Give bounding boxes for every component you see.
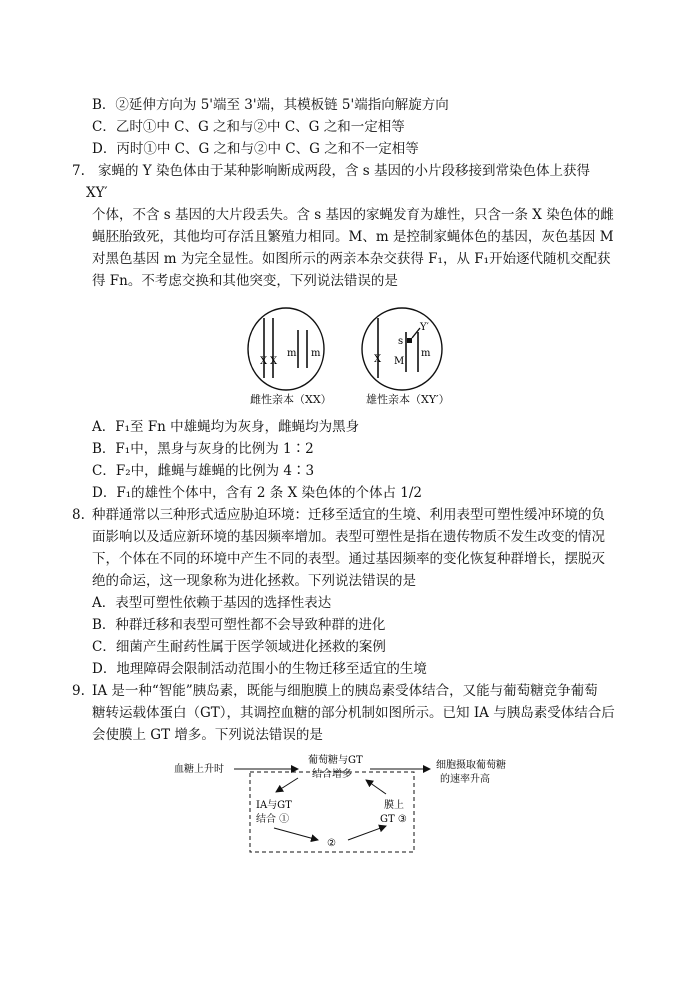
q8-stem-line: 种群通常以三种形式适应胁迫环境：迁移至适宜的生境、利用表型可塑性缓冲环境的负 <box>92 507 605 523</box>
female-label-x1: X <box>260 356 268 367</box>
q7-stem-line: 对黑色基因 m 为完全显性。如图所示的两亲本杂交获得 F₁，从 F₁开始逐代随机交配获 <box>92 251 611 267</box>
q9-node2: ② <box>327 838 336 849</box>
female-caption: 雌性亲本（XX） <box>250 393 332 406</box>
q9-stem-line: IA 是一种“智能”胰岛素，既能与细胞膜上的胰岛素受体结合，又能与葡萄糖竞争葡萄 <box>92 683 598 699</box>
male-label-x: X <box>374 354 382 365</box>
q7-option-c: C．F₂中，雌蝇与雄蝇的比例为 4∶3 <box>92 463 315 479</box>
q8-stem-line: 面影响以及适应新环境的基因频率增加。表型可塑性是指在遗传物质不发生改变的情况 <box>92 529 605 545</box>
male-label-s: s <box>398 336 404 347</box>
q8-option-a: A．表型可塑性依赖于基因的选择性表达 <box>92 595 332 611</box>
q7-stem-line: 个体，不含 s 基因的大片段丢失。含 s 基因的家蝇发育为雄性，只含一条 X 染色体的雌 <box>92 207 614 223</box>
female-label-m1: m <box>287 348 297 359</box>
male-label-big-m: M <box>394 356 405 367</box>
q7-option-b: B．F₁中，黑身与灰身的比例为 1∶2 <box>92 441 314 457</box>
q9-node3-line2: GT ③ <box>380 814 407 825</box>
q6-option-b: B．②延伸方向为 5'端至 3'端，其模板链 5'端指向解旋方向 <box>92 97 449 113</box>
q8-stem-line: 下，个体在不同的环境中产生不同的表型。通过基因频率的变化恢复种群增长，摆脱灭 <box>92 551 605 567</box>
q8-option-d: D．地理障碍会限制活动范围小的生物迁移至适宜的生境 <box>92 661 427 677</box>
q9-node1-line2: 结合 ① <box>256 814 290 825</box>
q7-option-d: D．F₁的雄性个体中，含有 2 条 X 染色体的个体占 1/2 <box>92 485 422 501</box>
q9-top-label-2: 结合增多 <box>312 769 352 780</box>
q9-number: 9. <box>72 683 85 699</box>
male-caption: 雄性亲本（XY′） <box>366 393 450 406</box>
q9-stem-line: 会使膜上 GT 增多。下列说法错误的是 <box>92 727 323 743</box>
q7-number: 7. <box>72 163 85 179</box>
arrow-to-node1 <box>276 778 298 792</box>
q6-option-d: D．丙时①中 C、G 之和与②中 C、G 之和不一定相等 <box>92 141 419 157</box>
q9-right-label-1: 细胞摄取葡萄糖 <box>436 760 506 771</box>
female-label-m2: m <box>311 348 321 359</box>
q9-mechanism-figure <box>170 752 510 856</box>
q8-stem-line: 绝的命运，这一现象称为进化拯救。下列说法错误的是 <box>92 573 416 589</box>
q6-option-c: C．乙时①中 C、G 之和与②中 C、G 之和一定相等 <box>92 119 405 135</box>
q8-number: 8. <box>72 507 85 523</box>
q9-node3-line1: 膜上 <box>384 800 404 811</box>
male-label-y-prime: Y′ <box>420 322 429 333</box>
q7-stem-line: XY′ <box>86 185 108 201</box>
q9-right-label-2: 的速率升高 <box>440 774 490 785</box>
q9-stem-line: 糖转运载体蛋白（GT），其调控血糖的部分机制如图所示。已知 IA 与胰岛素受体结合后 <box>92 705 615 721</box>
q8-option-b: B．种群迁移和表型可塑性都不会导致种群的进化 <box>92 617 386 633</box>
arrow-back-to-binding <box>366 780 386 794</box>
q7-stem-line: 蝇胚胎致死，其他均可存活且繁殖力相同。M、m 是控制家蝇体色的基因，灰色基因 M <box>92 229 614 245</box>
q9-top-label-1: 葡萄糖与GT <box>308 755 363 766</box>
q7-stem-line: 得 Fn。不考虑交换和其他突变，下列说法错误的是 <box>92 273 398 289</box>
arrow-to-node2 <box>274 828 318 840</box>
q7-option-a: A．F₁至 Fn 中雄蝇均为灰身，雌蝇均为黑身 <box>92 419 360 435</box>
female-label-x2: X <box>270 356 278 367</box>
male-label-m: m <box>421 348 431 359</box>
arrow-to-node3 <box>348 826 386 840</box>
q8-option-c: C．细菌产生耐药性属于医学领域进化拯救的案例 <box>92 639 386 655</box>
q9-left-label: 血糖上升时 <box>174 764 224 775</box>
q9-node1-line1: IA与GT <box>256 800 292 811</box>
q7-stem-line: 家蝇的 Y 染色体由于某种影响断成两段，含 s 基因的小片段移接到常染色体上获得 <box>98 163 591 179</box>
